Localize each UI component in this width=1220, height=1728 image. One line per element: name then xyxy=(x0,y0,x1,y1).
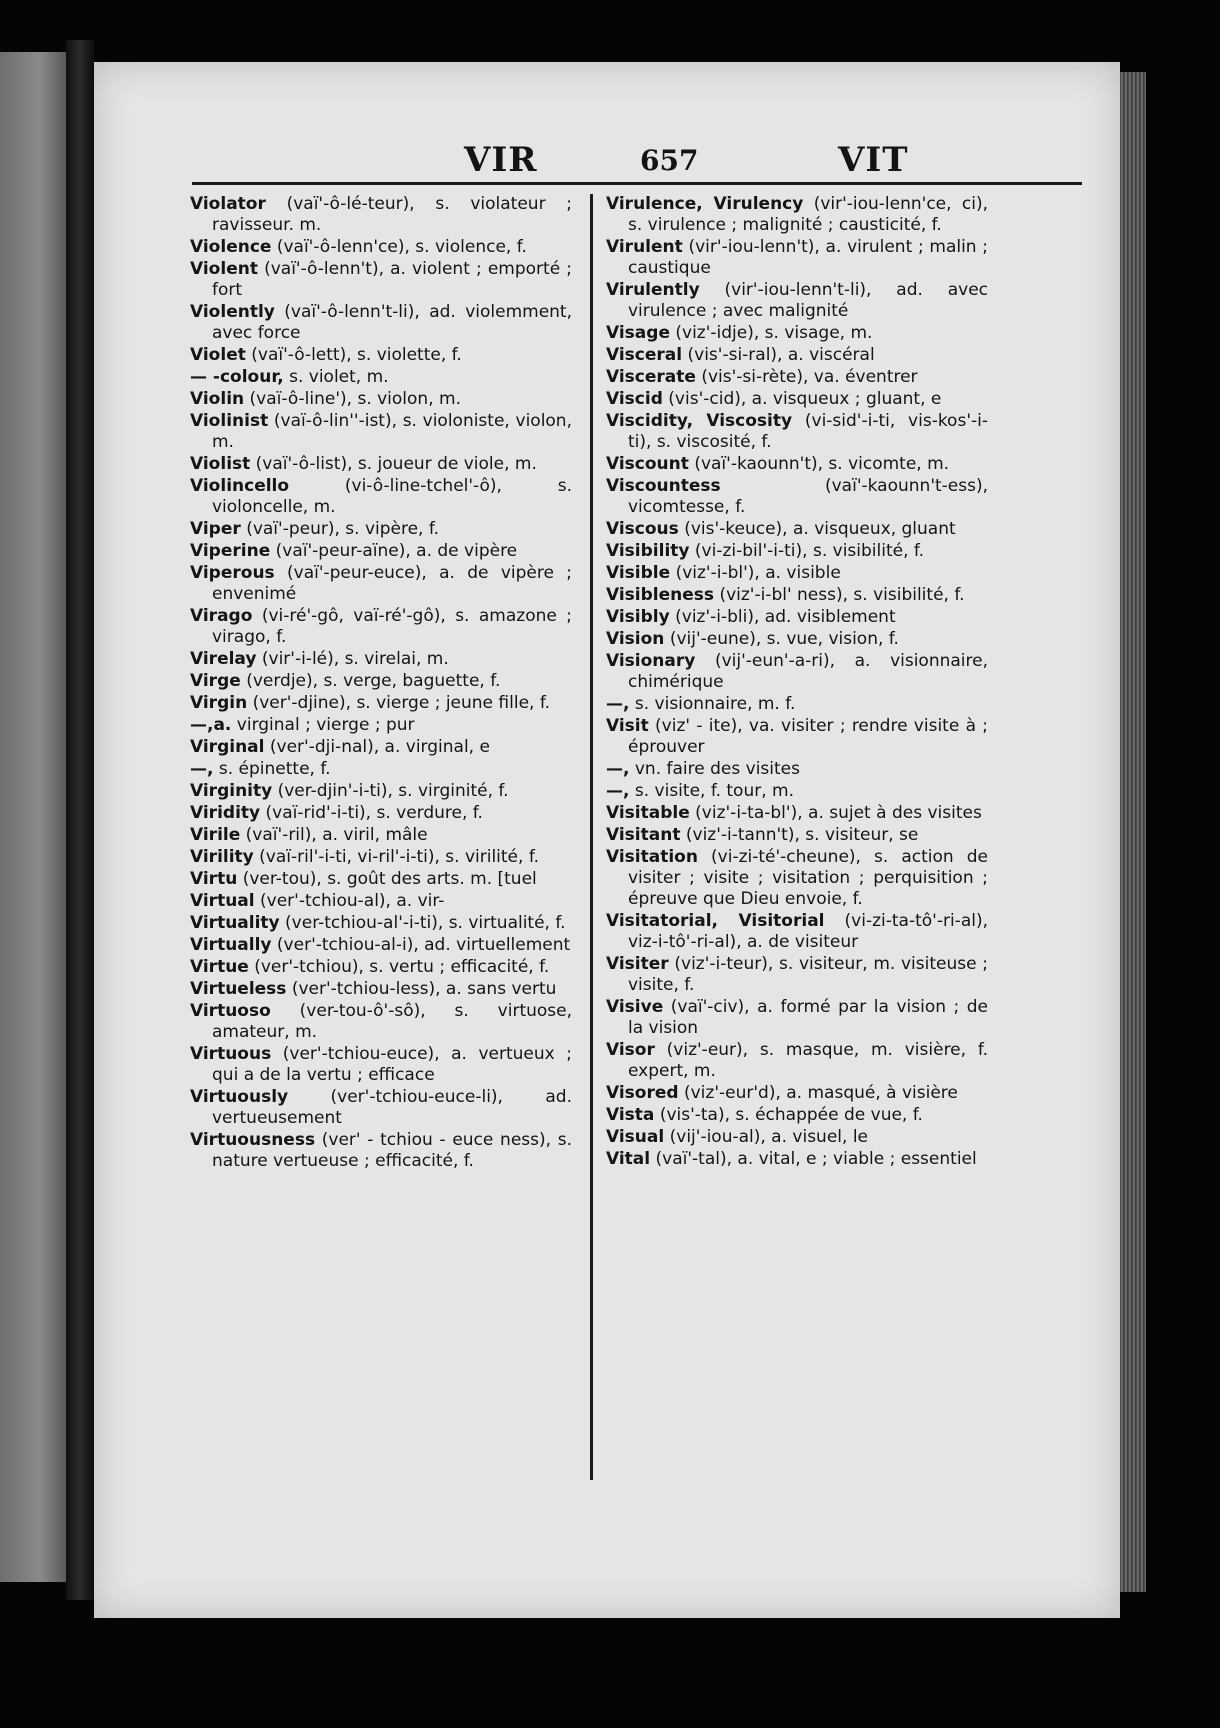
entry-headword: Viscid xyxy=(606,389,663,409)
entry-headword: —, xyxy=(190,759,214,779)
entry-headword: Virulent xyxy=(606,237,683,257)
entry-definition: (viz'-i-ta-bl'), a. sujet à des visites xyxy=(695,803,982,823)
dictionary-entry xyxy=(190,411,572,453)
entry-definition: (vaï'-tal), a. vital, e ; viable ; essentiel xyxy=(655,1149,977,1169)
entry-headword: Viridity xyxy=(190,803,261,823)
entry-headword: Virtually xyxy=(190,935,272,955)
entry-definition: (viz'-i-tann't), s. visiteur, se xyxy=(685,825,919,845)
dictionary-entry xyxy=(606,1040,988,1082)
entry-definition: (ver-djin'-i-ti), s. virginité, f. xyxy=(277,781,509,801)
entry-headword: Vital xyxy=(606,1149,651,1169)
entry-headword: Visit xyxy=(606,716,649,736)
dictionary-entry xyxy=(606,280,988,322)
entry-definition: (vir'-iou-lenn't-li), ad. avec virulence ; avec malignité xyxy=(628,280,989,321)
entry-headword: Viscous xyxy=(606,519,679,539)
entry-definition: s. visionnaire, m. f. xyxy=(634,694,796,714)
entry-definition: virginal ; vierge ; pur xyxy=(236,715,415,735)
entry-definition: s. épinette, f. xyxy=(218,759,331,779)
entry-headword: Virulently xyxy=(606,280,700,300)
dictionary-entry xyxy=(606,237,988,279)
entry-definition: (vaï'-ô-lenn't), a. violent ; emporté ; fort xyxy=(212,259,572,300)
entry-headword: Violin xyxy=(190,389,245,409)
dictionary-entry xyxy=(190,847,572,868)
dictionary-entry xyxy=(606,476,988,518)
entry-headword: Viscount xyxy=(606,454,689,474)
entry-definition: (vaï'-ril), a. viril, mâle xyxy=(245,825,428,845)
column-divider xyxy=(590,194,593,1480)
entry-definition: (vis'-si-rète), va. éventrer xyxy=(701,367,918,387)
entry-headword: Visor xyxy=(606,1040,655,1060)
entry-definition: (vi-zi-té'-cheune), s. action de visiter ; visite ; visitation ; perquisition ; épreuve que Dieu envoie, f. xyxy=(628,847,988,909)
entry-definition: (vir'-i-lé), s. virelai, m. xyxy=(261,649,449,669)
entry-definition: (viz'-i-bli), ad. visiblement xyxy=(675,607,896,627)
entry-definition: (viz'-i-bl' ness), s. visibilité, f. xyxy=(719,585,965,605)
dictionary-entry xyxy=(606,323,988,344)
entry-definition: s. violet, m. xyxy=(289,367,389,387)
entry-headword: Virtuousness xyxy=(190,1130,316,1150)
dictionary-entry xyxy=(606,541,988,562)
entry-definition: (ver'-tchiou-less), a. sans vertu xyxy=(291,979,557,999)
entry-headword: Virago xyxy=(190,606,253,626)
entry-definition: (vi-zi-bil'-i-ti), s. visibilité, f. xyxy=(694,541,925,561)
dictionary-entry xyxy=(606,563,988,584)
entry-definition: (vis'-keuce), a. visqueux, gluant xyxy=(684,519,956,539)
dictionary-entry xyxy=(606,825,988,846)
entry-definition: (vaï'-ô-lett), s. violette, f. xyxy=(251,345,462,365)
dictionary-entry xyxy=(606,759,988,780)
entry-definition: (vaï'-ô-lé-teur), s. violateur ; ravisseur. m. xyxy=(212,194,573,235)
entry-headword: Visored xyxy=(606,1083,679,1103)
entry-headword: Violence xyxy=(190,237,272,257)
entry-headword: —, xyxy=(606,759,630,779)
entry-headword: Violist xyxy=(190,454,251,474)
entry-headword: Visitable xyxy=(606,803,690,823)
entry-headword: Violincello xyxy=(190,476,290,496)
entry-headword: —, xyxy=(606,694,630,714)
dictionary-entry xyxy=(606,651,988,693)
entry-definition: (ver'-dji-nal), a. virginal, e xyxy=(269,737,490,757)
entry-headword: Visible xyxy=(606,563,671,583)
entry-definition: (vaï'-ô-lenn't-li), ad. violemment, avec force xyxy=(212,302,573,343)
entry-headword: Visiter xyxy=(606,954,669,974)
dictionary-entry xyxy=(606,454,988,475)
entry-headword: Viscidity, Viscosity xyxy=(606,411,793,431)
dictionary-entry xyxy=(190,759,572,780)
entry-definition: (vaï'-peur-euce), a. de vipère ; envenimé xyxy=(212,563,572,604)
entry-headword: Virtueless xyxy=(190,979,287,999)
dictionary-entry xyxy=(606,694,988,715)
dictionary-entry xyxy=(190,194,572,236)
entry-headword: Visive xyxy=(606,997,664,1017)
entry-headword: Viperous xyxy=(190,563,275,583)
entry-headword: Visage xyxy=(606,323,670,343)
dictionary-entry xyxy=(190,389,572,410)
dictionary-entry xyxy=(190,825,572,846)
entry-headword: Violently xyxy=(190,302,275,322)
entry-definition: (ver'-djine), s. vierge ; jeune fille, f. xyxy=(252,693,550,713)
dictionary-entry xyxy=(190,541,572,562)
entry-definition: (vi-ré'-gô, vaï-ré'-gô), s. amazone ; virago, f. xyxy=(212,606,573,647)
entry-definition: (vaï'-kaounn't), s. vicomte, m. xyxy=(694,454,950,474)
dictionary-entry xyxy=(190,715,572,736)
entry-definition: (vis'-ta), s. échappée de vue, f. xyxy=(659,1105,923,1125)
entry-definition: (viz'-eur), s. masque, m. visière, f. expert, m. xyxy=(628,1040,988,1081)
dictionary-page xyxy=(94,62,1120,1618)
dictionary-entry xyxy=(190,302,572,344)
entry-headword: Visionary xyxy=(606,651,696,671)
entry-definition: (vis'-cid), a. visqueux ; gluant, e xyxy=(668,389,942,409)
entry-definition: (vij'-iou-al), a. visuel, le xyxy=(669,1127,868,1147)
entry-headword: Visibleness xyxy=(606,585,715,605)
facing-page-edge xyxy=(0,52,66,1582)
dictionary-entry xyxy=(190,979,572,1000)
dictionary-entry xyxy=(190,891,572,912)
entry-definition: (vaï-rid'-i-ti), s. verdure, f. xyxy=(265,803,483,823)
dictionary-entry xyxy=(606,629,988,650)
entry-headword: Violet xyxy=(190,345,246,365)
entry-definition: (viz'-i-teur), s. visiteur, m. visiteuse ; visite, f. xyxy=(628,954,988,995)
entry-definition: (ver' - tchiou - euce ness), s. nature vertueuse ; efficacité, f. xyxy=(212,1130,572,1171)
dictionary-entry xyxy=(190,519,572,540)
dictionary-entry xyxy=(606,1149,988,1170)
entry-definition: (vis'-si-ral), a. viscéral xyxy=(687,345,875,365)
entry-headword: Visual xyxy=(606,1127,665,1147)
left-guide-word: VIR xyxy=(464,140,538,180)
entry-headword: Virtuality xyxy=(190,913,280,933)
entry-headword: Visibility xyxy=(606,541,690,561)
entry-definition: (vaï'-ô-lenn'ce), s. violence, f. xyxy=(276,237,527,257)
entry-definition: (vi-sid'-i-ti, vis-kos'-i-ti), s. viscosité, f. xyxy=(628,411,988,452)
dictionary-entry xyxy=(606,345,988,366)
dictionary-entry xyxy=(190,1130,572,1172)
dictionary-entry xyxy=(190,869,572,890)
dictionary-entry xyxy=(606,781,988,802)
entry-definition: (ver'-tchiou), s. vertu ; efficacité, f. xyxy=(254,957,550,977)
right-guide-word: VIT xyxy=(838,140,909,180)
dictionary-entry xyxy=(190,737,572,758)
entry-definition: (viz' - ite), va. visiter ; rendre visite à ; éprouver xyxy=(628,716,988,757)
entry-headword: Virtue xyxy=(190,957,249,977)
entry-headword: Virginity xyxy=(190,781,273,801)
entry-definition: (vaï-ô-lin''-ist), s. violoniste, violon, m. xyxy=(212,411,572,452)
dictionary-entry xyxy=(606,607,988,628)
dictionary-entry xyxy=(606,803,988,824)
entry-headword: Violent xyxy=(190,259,258,279)
entry-headword: Virtual xyxy=(190,891,255,911)
entry-definition: (vaï-ô-line'), s. violon, m. xyxy=(249,389,461,409)
book-gutter xyxy=(66,40,94,1600)
entry-definition: (viz'-eur'd), a. masqué, à visière xyxy=(683,1083,958,1103)
dictionary-entry xyxy=(190,367,572,388)
dictionary-entry xyxy=(606,716,988,758)
dictionary-entry xyxy=(606,519,988,540)
entry-definition: (ver-tchiou-al'-i-ti), s. virtualité, f. xyxy=(285,913,566,933)
dictionary-entry xyxy=(190,1087,572,1129)
entry-definition: (vaï'-peur), s. vipère, f. xyxy=(246,519,440,539)
dictionary-entry xyxy=(190,649,572,670)
entry-definition: (vaï-ril'-i-ti, vi-ril'-i-ti), s. virilité, f. xyxy=(259,847,539,867)
entry-headword: Viscountess xyxy=(606,476,721,496)
dictionary-entry xyxy=(190,671,572,692)
dictionary-entry xyxy=(606,954,988,996)
dictionary-entry xyxy=(606,194,988,236)
right-column xyxy=(606,194,988,1171)
entry-headword: Viscerate xyxy=(606,367,696,387)
header-rule xyxy=(192,182,1082,185)
entry-headword: Virelay xyxy=(190,649,257,669)
dictionary-entry xyxy=(190,803,572,824)
dictionary-entry xyxy=(606,1127,988,1148)
dictionary-entry xyxy=(190,1044,572,1086)
entry-headword: Vista xyxy=(606,1105,655,1125)
entry-definition: (vaï'-kaounn't-ess), vicomtesse, f. xyxy=(628,476,988,517)
entry-headword: —,a. xyxy=(190,715,232,735)
entry-headword: Virge xyxy=(190,671,241,691)
entry-definition: s. visite, f. tour, m. xyxy=(634,781,794,801)
dictionary-entry xyxy=(190,345,572,366)
entry-definition: (vir'-iou-lenn'ce, ci), s. virulence ; malignité ; causticité, f. xyxy=(628,194,988,235)
entry-headword: Virtuous xyxy=(190,1044,272,1064)
entry-definition: (ver'-tchiou-euce-li), ad. vertueusement xyxy=(212,1087,572,1128)
page-number: 657 xyxy=(640,144,699,177)
dictionary-entry xyxy=(190,913,572,934)
entry-headword: Virginal xyxy=(190,737,265,757)
entry-headword: Virile xyxy=(190,825,241,845)
dictionary-entry xyxy=(190,259,572,301)
entry-headword: Viper xyxy=(190,519,241,539)
entry-headword: Virulence, Virulency xyxy=(606,194,804,214)
entry-definition: (viz'-i-bl'), a. visible xyxy=(675,563,841,583)
dictionary-entry xyxy=(606,1105,988,1126)
entry-definition: (ver'-tchiou-al-i), ad. virtuellement xyxy=(276,935,571,955)
entry-headword: Visibly xyxy=(606,607,670,627)
dictionary-entry xyxy=(190,957,572,978)
entry-headword: Viperine xyxy=(190,541,271,561)
entry-headword: Vision xyxy=(606,629,665,649)
dictionary-entry xyxy=(606,1083,988,1104)
dictionary-entry xyxy=(606,389,988,410)
entry-headword: Violinist xyxy=(190,411,269,431)
entry-headword: — -colour, xyxy=(190,367,284,387)
entry-headword: —, xyxy=(606,781,630,801)
entry-definition: (vaï'-civ), a. formé par la vision ; de la vision xyxy=(628,997,989,1038)
entry-headword: Virility xyxy=(190,847,254,867)
entry-headword: Visitatorial, Visitorial xyxy=(606,911,825,931)
entry-definition: (viz'-idje), s. visage, m. xyxy=(675,323,873,343)
entry-definition: (vi-zi-ta-tô'-ri-al), viz-i-tô'-ri-al), a. de visiteur xyxy=(628,911,988,952)
entry-definition: (ver'-tchiou-euce), a. vertueux ; qui a de la vertu ; efficace xyxy=(212,1044,572,1085)
dictionary-entry xyxy=(190,935,572,956)
entry-definition: (ver'-tchiou-al), a. vir- xyxy=(260,891,445,911)
dictionary-entry xyxy=(190,693,572,714)
dictionary-entry xyxy=(606,847,988,910)
entry-headword: Visitation xyxy=(606,847,698,867)
page-block-edge xyxy=(1120,72,1146,1592)
entry-headword: Visceral xyxy=(606,345,683,365)
dictionary-entry xyxy=(190,781,572,802)
entry-definition: vn. faire des visites xyxy=(634,759,800,779)
dictionary-entry xyxy=(190,1001,572,1043)
entry-definition: (vi-ô-line-tchel'-ô), s. violoncelle, m. xyxy=(212,476,572,517)
entry-headword: Virtuously xyxy=(190,1087,289,1107)
dictionary-entry xyxy=(606,911,988,953)
dictionary-entry xyxy=(606,411,988,453)
entry-headword: Visitant xyxy=(606,825,681,845)
dictionary-entry xyxy=(190,563,572,605)
dictionary-entry xyxy=(190,606,572,648)
dictionary-entry xyxy=(190,476,572,518)
left-column xyxy=(190,194,572,1173)
dictionary-entry xyxy=(190,237,572,258)
dictionary-entry xyxy=(190,454,572,475)
entry-definition: (verdje), s. verge, baguette, f. xyxy=(246,671,501,691)
entry-definition: (vij'-eun'-a-ri), a. visionnaire, chimérique xyxy=(628,651,988,692)
entry-headword: Virtuoso xyxy=(190,1001,271,1021)
entry-headword: Virgin xyxy=(190,693,248,713)
running-head xyxy=(174,140,1074,200)
dictionary-entry xyxy=(606,367,988,388)
entry-definition: (vir'-iou-lenn't), a. virulent ; malin ; caustique xyxy=(628,237,989,278)
entry-definition: (vaï'-peur-aïne), a. de vipère xyxy=(275,541,518,561)
entry-definition: (ver-tou), s. goût des arts. m. [tuel xyxy=(242,869,537,889)
dictionary-entry xyxy=(606,997,988,1039)
entry-headword: Virtu xyxy=(190,869,238,889)
entry-definition: (ver-tou-ô'-sô), s. virtuose, amateur, m. xyxy=(212,1001,573,1042)
dictionary-entry xyxy=(606,585,988,606)
entry-definition: (vaï'-ô-list), s. joueur de viole, m. xyxy=(255,454,537,474)
entry-definition: (vij'-eune), s. vue, vision, f. xyxy=(669,629,899,649)
entry-headword: Violator xyxy=(190,194,266,214)
